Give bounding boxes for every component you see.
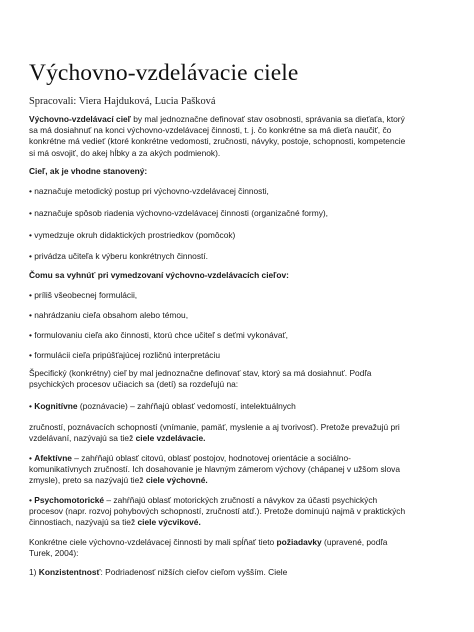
section2-bullet-4: • formulácii cieľa pripúšťajúcej rozličnú interpretáciu [29, 350, 220, 360]
consistency-line [29, 567, 449, 578]
document-title: Výchovno-vzdelávacie ciele [29, 60, 299, 86]
requirements-paragraph [29, 537, 449, 559]
cognitive-term: Kognitívne [34, 401, 78, 411]
consistency-rest: : Podriadenosť nižších cieľov cieľom vyšším. Ciele [100, 567, 288, 577]
affective-term: Afektívne [34, 453, 72, 463]
psychomotor-bullet: • [29, 495, 35, 505]
psychomotor-line-2: procesov (napr. rozvoj pohybových schopností, zručností atď.). Pretože dominujú najmä v praktických [29, 506, 406, 517]
intro-line-3: konkrétne má vedieť (ktoré konkrétne vedomosti, zručnosti, návyky, postoje, schopnosti, kompetencie [29, 136, 406, 147]
specific-paragraph [29, 368, 449, 390]
affective-bullet: • [29, 453, 35, 463]
section2-bullet-1: • príliš všeobecnej formulácii, [29, 290, 138, 300]
requirements-line-1-post: (upravené, podľa [321, 537, 388, 547]
intro-term: Výchovno-vzdelávací cieľ [29, 114, 131, 124]
requirements-line-2: Turek, 2004): [29, 548, 79, 559]
section2-bullet-2: • nahrádzaniu cieľa obsahom alebo témou, [29, 310, 189, 320]
cognitive-line-3 [29, 433, 449, 444]
requirements-line-1-pre: Konkrétne ciele výchovno-vzdelávacej činnosti by mali spĺňať tieto [29, 537, 277, 547]
affective-line-3 [29, 475, 449, 486]
affective-line-2: komunikatívnych zručností. Ich dosahovanie je hlavným zámerom výchovy (chápanej v užšom slova [29, 464, 400, 475]
intro-paragraph [29, 114, 449, 159]
psychomotor-line-3-pre: činnostiach, nazývajú sa tiež [29, 517, 138, 528]
intro-line-4: si má osvojiť, do akej hĺbky a za akých podmienok). [29, 147, 221, 158]
affective-goal-name: ciele výchovné. [145, 475, 208, 486]
psychomotor-goal-name: ciele výcvikové. [137, 517, 201, 528]
cognitive-goal-name: ciele vzdelávacie. [135, 433, 206, 444]
section1-heading-text: Cieľ, ak je vhodne stanovený: [29, 166, 148, 176]
document-authors: Spracovali: Viera Hajduková, Lucia Pašková [29, 96, 216, 107]
intro-line-2: sa má dosiahnuť na konci výchovno-vzdelávacej činnosti, t. j. čo konkrétne sa má dieťa naučiť, čo [29, 125, 392, 136]
cognitive-continuation [29, 422, 449, 444]
psychomotor-line-3 [29, 517, 449, 528]
intro-line-1 [29, 114, 449, 125]
specific-line-2: psychických procesov učiacich sa (detí) sa rozdeľujú na: [29, 379, 239, 390]
intro-line-1-rest: by mal jednoznačne definovať stav osobnosti, správania sa dieťaťa, ktorý [130, 114, 405, 124]
affective-line-1 [29, 453, 449, 464]
psychomotor-line-1-rest: – zahŕňajú oblasť motorických zručností a návykov za účasti psychických [104, 495, 378, 505]
section1-bullet-2: • naznačuje spôsob riadenia výchovno-vzdelávacej činnosti (organizačné formy), [29, 208, 329, 218]
psychomotor-paragraph [29, 495, 449, 529]
affective-paragraph [29, 453, 449, 487]
section1-heading [29, 166, 449, 177]
cognitive-line-1 [29, 401, 449, 412]
cognitive-line-3-pre: vzdelávaní, nazývajú sa tiež [29, 433, 136, 444]
section1-bullet-1: • naznačuje metodický postup pri výchovno-vzdelávacej činnosti, [29, 186, 269, 196]
requirements-term: požiadavky [276, 537, 322, 547]
psychomotor-line-1 [29, 495, 449, 506]
consistency-term: Konzistentnosť [38, 567, 101, 577]
affective-line-3-pre: zmysle), preto sa nazývajú tiež [29, 475, 146, 486]
section2-bullet-3: • formulovaniu cieľa ako činnosti, ktorú chce učiteľ s deťmi vykonávať, [29, 330, 288, 340]
psychomotor-term: Psychomotorické [34, 495, 105, 505]
section2-heading-text: Čomu sa vyhnúť pri vymedzovaní výchovno-vzdelávacích cieľov: [29, 270, 289, 280]
affective-line-1-rest: – zahŕňajú oblasť citovú, oblasť postojov, hodnotovej orientácie a sociálno- [71, 453, 351, 463]
section1-bullet-4: • privádza učiteľa k výberu konkrétnych činností. [29, 251, 209, 261]
section1-bullet-3: • vymedzuje okruh didaktických prostriedkov (pomôcok) [29, 230, 236, 240]
consistency-number: 1) [29, 567, 39, 577]
specific-line-1: Špecifický (konkrétny) cieľ by mal jednoznačne definovať stav, ktorý sa má dosiahnuť. Podľa [29, 368, 372, 378]
section2-heading [29, 270, 449, 281]
cognitive-line-2: zručností, poznávacích schopností (vnímanie, pamäť, myslenie a aj tvorivosť). Pretože prevažujú pri [29, 422, 400, 432]
cognitive-line-1-rest: (poznávacie) – zahŕňajú oblasť vedomostí, intelektuálnych [77, 401, 296, 411]
cognitive-bullet: • [29, 401, 35, 411]
requirements-line-1 [29, 537, 449, 548]
